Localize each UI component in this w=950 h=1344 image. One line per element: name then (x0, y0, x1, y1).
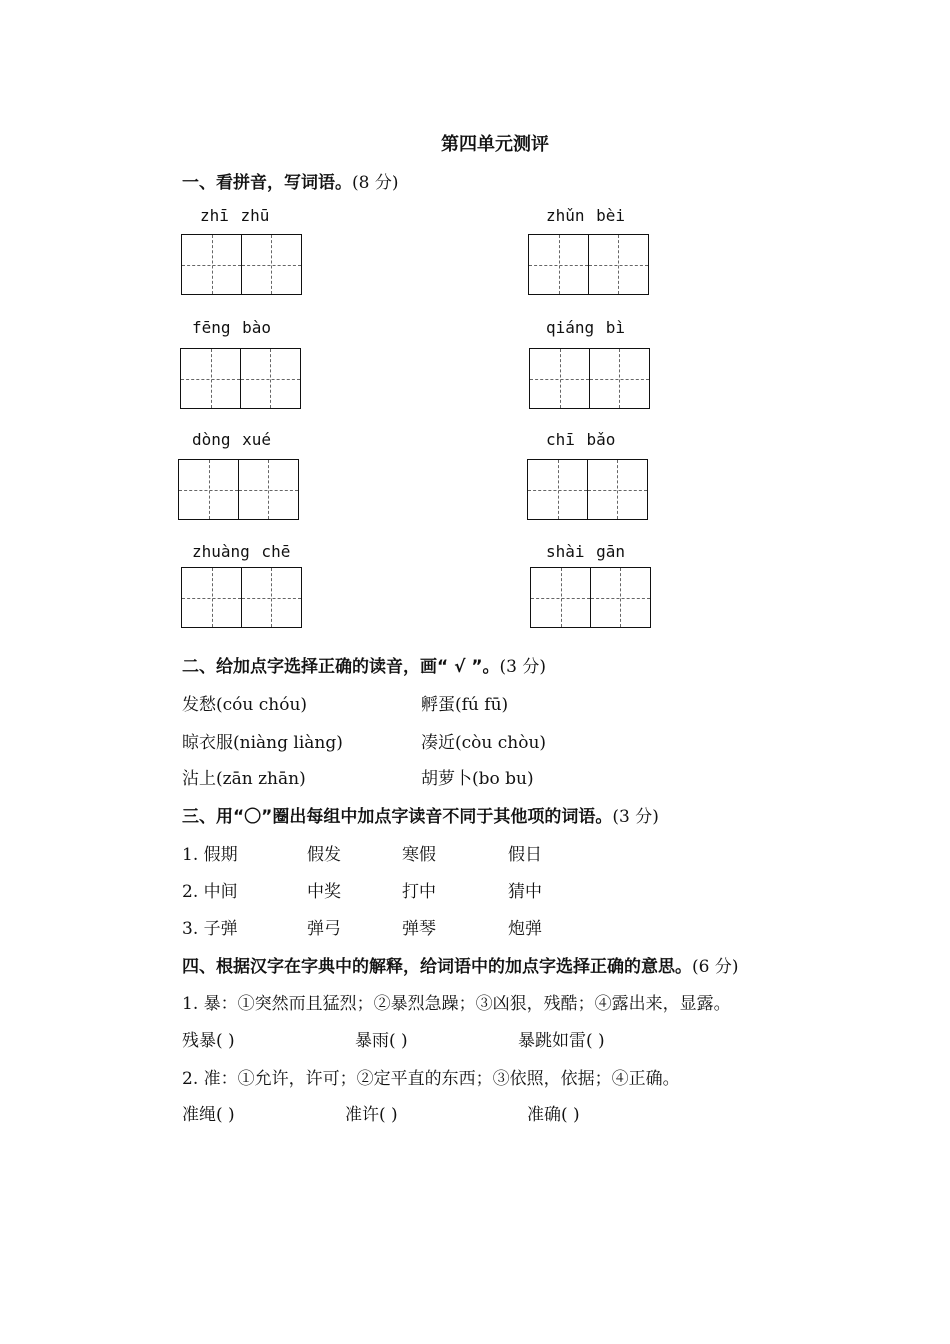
word-option[interactable]: 猜中 (508, 882, 542, 902)
answer-blank[interactable]: 准许( ) (345, 1105, 398, 1125)
answer-blank[interactable]: 残暴( ) (182, 1031, 235, 1051)
word-option[interactable]: 炮弹 (508, 919, 542, 939)
pronunciation-item[interactable]: 沾上(zān zhān) (182, 769, 306, 789)
writing-grid[interactable] (530, 567, 649, 628)
pronunciation-item[interactable]: 孵蛋(fú fū) (421, 695, 509, 715)
writing-grid[interactable] (529, 348, 648, 409)
pronunciation-item[interactable]: 凑近(còu chòu) (421, 733, 547, 753)
word-option[interactable]: 弹琴 (402, 919, 436, 939)
section2-heading: 二、给加点字选择正确的读音，画“ √ ”。(3 分) (182, 657, 547, 677)
section4-heading: 四、根据汉字在字典中的解释，给词语中的加点字选择正确的意思。(6 分) (182, 957, 739, 977)
writing-grid[interactable] (180, 348, 299, 409)
word-option[interactable]: 假发 (307, 845, 341, 865)
pronunciation-item[interactable]: 晾衣服(niàng liàng) (182, 733, 343, 753)
word-option[interactable]: 打中 (402, 882, 436, 902)
answer-blank[interactable]: 暴跳如雷( ) (518, 1031, 605, 1051)
writing-grid[interactable] (181, 234, 300, 295)
pinyin-label: fēng bào (192, 318, 272, 337)
word-option[interactable]: 中奖 (307, 882, 341, 902)
section3-heading: 三、用“〇”圈出每组中加点字读音不同于其他项的词语。(3 分) (182, 807, 659, 827)
definition-line: 2. 准：①允许，许可；②定平直的东西；③依照，依据；④正确。 (182, 1069, 680, 1089)
page-title: 第四单元测评 (441, 134, 549, 155)
writing-grid[interactable] (528, 234, 647, 295)
answer-blank[interactable]: 准确( ) (527, 1105, 580, 1125)
word-option[interactable]: 2. 中间 (182, 882, 238, 902)
word-option[interactable]: 寒假 (402, 845, 436, 865)
pinyin-label: qiáng bì (546, 318, 626, 337)
definition-line: 1. 暴：①突然而且猛烈；②暴烈急躁；③凶狠，残酷；④露出来，显露。 (182, 994, 731, 1014)
word-option[interactable]: 弹弓 (307, 919, 341, 939)
writing-grid[interactable] (178, 459, 297, 520)
pinyin-label: zhǔn bèi (546, 206, 626, 225)
answer-blank[interactable]: 准绳( ) (182, 1105, 235, 1125)
pinyin-label: zhuàng chē (192, 542, 291, 561)
pinyin-label: shài gān (546, 542, 626, 561)
pronunciation-item[interactable]: 发愁(cóu chóu) (182, 695, 308, 715)
writing-grid[interactable] (527, 459, 646, 520)
word-option[interactable]: 假日 (508, 845, 542, 865)
writing-grid[interactable] (181, 567, 300, 628)
section1-heading: 一、看拼音，写词语。(8 分) (182, 173, 399, 193)
word-option[interactable]: 3. 子弹 (182, 919, 238, 939)
word-option[interactable]: 1. 假期 (182, 845, 238, 865)
answer-blank[interactable]: 暴雨( ) (355, 1031, 408, 1051)
pinyin-label: chī bǎo (546, 430, 616, 449)
pronunciation-item[interactable]: 胡萝卜(bo bu) (421, 769, 534, 789)
pinyin-label: zhī zhū (200, 206, 270, 225)
pinyin-label: dòng xué (192, 430, 272, 449)
